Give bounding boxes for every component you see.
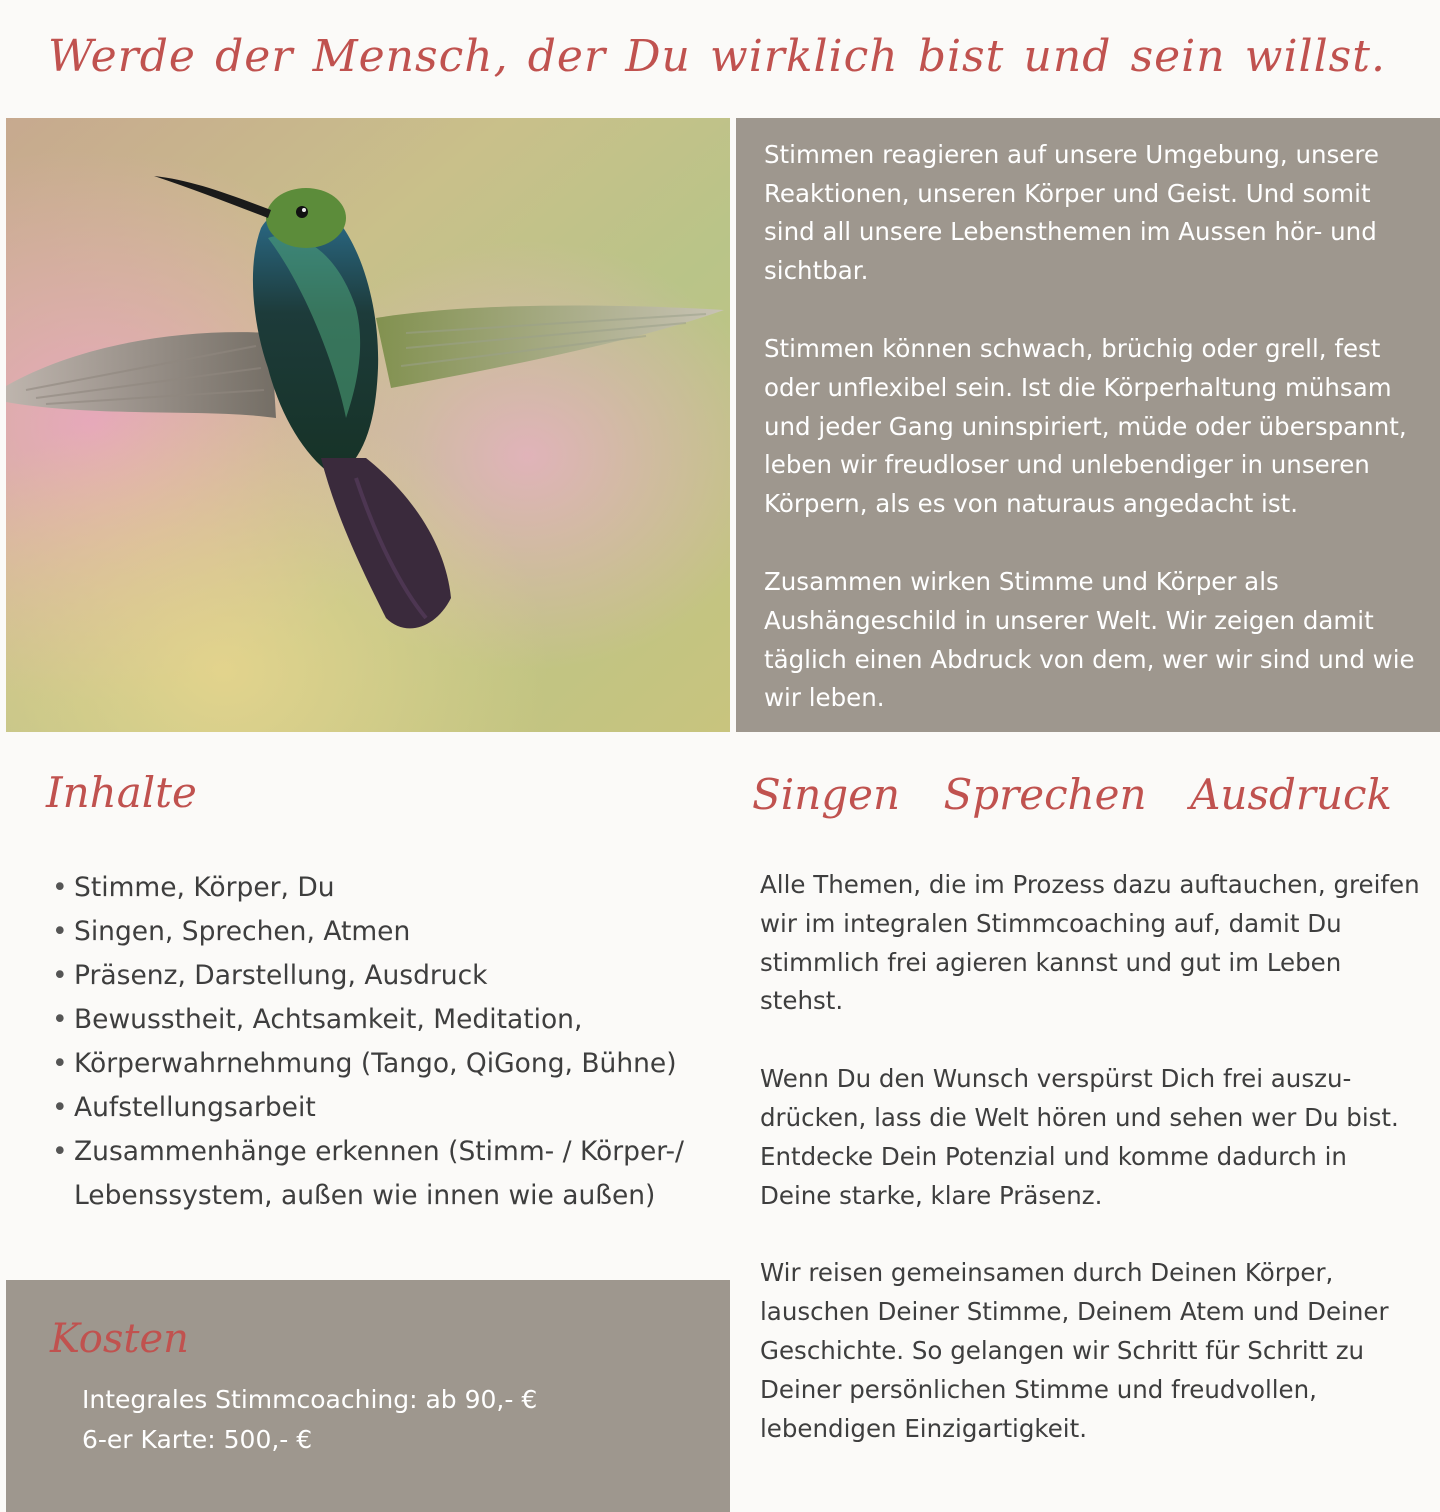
hummingbird-icon bbox=[6, 118, 730, 732]
intro-paragraph: Zusammen wirken Stimme und Körper als Aushängeschild in unserer Welt. Wir zeigen damit täglich einen Abdruck von dem, wer wir sind und wie wir leben. bbox=[764, 567, 1415, 713]
list-item: • Körperwahrnehmung (Tango, QiGong, Bühne) bbox=[50, 1042, 730, 1086]
right-section-title bbox=[752, 770, 1392, 819]
intro-paragraph: Stimmen reagieren auf unsere Umgebung, unsere Reaktionen, unseren Körper und Geist. Und somit sind all unsere Lebensthemen im Aussen hör- und sichtbar. bbox=[764, 140, 1379, 285]
headline-word: bist bbox=[917, 30, 1005, 82]
headline-word: der bbox=[527, 30, 607, 82]
headline-word: der bbox=[215, 30, 294, 82]
headline-word: Du bbox=[625, 30, 691, 82]
kosten-panel bbox=[6, 1280, 730, 1512]
list-item: • Bewusstheit, Achtsamkeit, Meditation, bbox=[50, 998, 730, 1042]
inhalte-title: Inhalte bbox=[46, 768, 197, 817]
body-paragraph: Wenn Du den Wunsch verspürst Dich frei auszu-drücken, lass die Welt hören und sehen wer Du bist. Entdecke Dein Potenzial und komme dadurch in Deine starke, klare Präsenz. bbox=[760, 1064, 1399, 1210]
title-word: Ausdruck bbox=[1190, 770, 1392, 819]
headline-word: Mensch, bbox=[312, 30, 509, 82]
list-item: • Singen, Sprechen, Atmen bbox=[50, 910, 730, 954]
intro-paragraph: Stimmen können schwach, brüchig oder grell, fest oder unflexibel sein. Ist die Körperhaltung mühsam und jeder Gang uninspiriert, müde oder überspannt, leben wir freudloser und unlebendiger in unseren Körpern, als es von naturaus angedacht ist. bbox=[764, 334, 1407, 518]
list-item: • Zusammenhänge erkennen (Stimm- / Körper-/ Lebenssystem, außen wie innen wie außen) bbox=[50, 1130, 730, 1218]
body-paragraph: Wir reisen gemeinsamen durch Deinen Körper, lauschen Deiner Stimme, Deinem Atem und Deiner Geschichte. So gelangen wir Schritt für Schritt zu Deiner persönlichen Stimme und freudvollen, lebendigen Einzigartigkeit. bbox=[760, 1258, 1389, 1443]
hummingbird-photo bbox=[6, 118, 730, 732]
headline bbox=[0, 0, 1440, 112]
inhalte-list bbox=[50, 866, 730, 1218]
headline-word: sein bbox=[1130, 30, 1226, 82]
headline-word: willst. bbox=[1244, 30, 1386, 82]
list-item: • Präsenz, Darstellung, Ausdruck bbox=[50, 954, 730, 998]
headline-word: wirklich bbox=[710, 30, 899, 82]
body-paragraph: Alle Themen, die im Prozess dazu auftauchen, greifen wir im integralen Stimmcoaching auf, damit Du stimmlich frei agieren kannst und gut im Leben stehst. bbox=[760, 870, 1420, 1016]
headline-word: Werde bbox=[48, 30, 196, 82]
intro-panel bbox=[736, 118, 1440, 732]
kosten-title: Kosten bbox=[50, 1316, 189, 1362]
list-item: • Stimme, Körper, Du bbox=[50, 866, 730, 910]
list-item: • Aufstellungsarbeit bbox=[50, 1086, 730, 1130]
price-line: 6-er Karte: 500,- € bbox=[82, 1425, 313, 1454]
title-word: Sprechen bbox=[943, 770, 1147, 819]
title-word: Singen bbox=[752, 770, 901, 819]
headline-word: und bbox=[1023, 30, 1112, 82]
right-section-text bbox=[760, 866, 1420, 1487]
price-line: Integrales Stimmcoaching: ab 90,- € bbox=[82, 1385, 538, 1414]
